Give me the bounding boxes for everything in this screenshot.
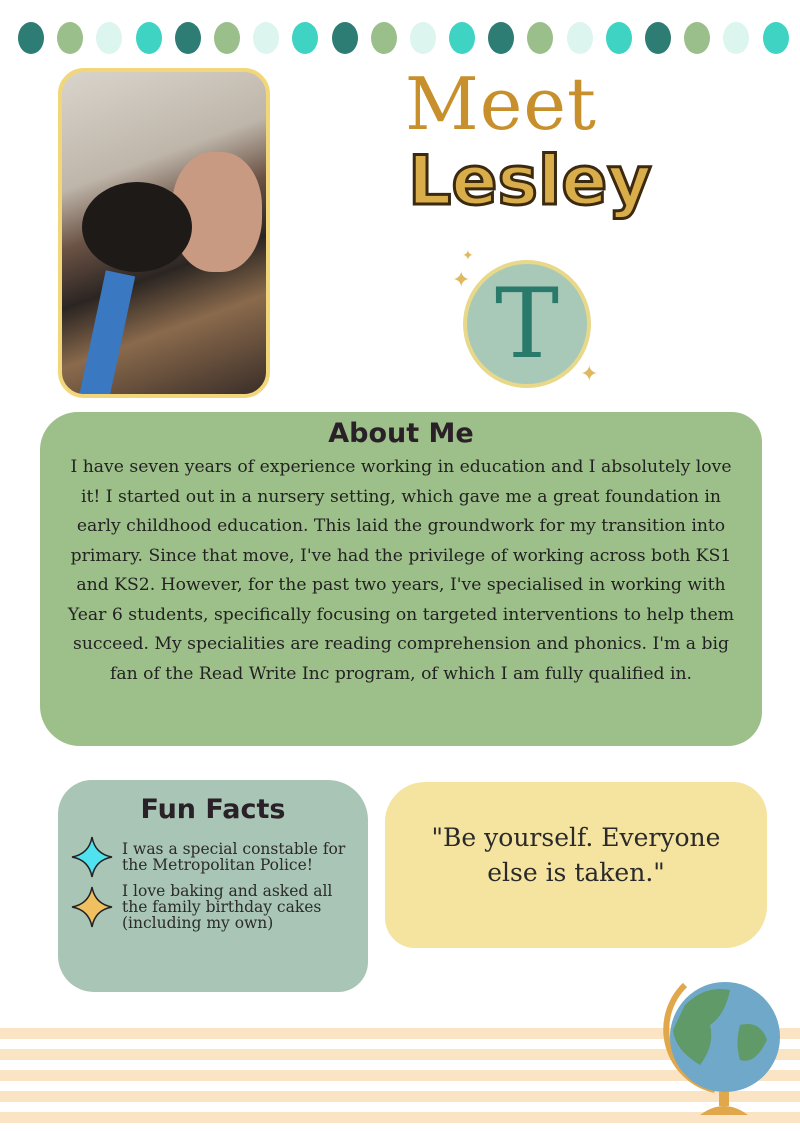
decorative-dots (18, 22, 789, 54)
dot (488, 22, 514, 54)
dot (96, 22, 122, 54)
sparkle-icon: ✦ (580, 362, 599, 387)
dot (292, 22, 318, 54)
quote-box (385, 782, 767, 948)
fun-fact-item (70, 835, 356, 879)
dot (763, 22, 789, 54)
fun-fact-item (70, 883, 356, 931)
sparkle-icon: ✦ (452, 268, 471, 293)
fun-facts-heading: Fun Facts (140, 794, 286, 825)
logo-letter: T (494, 268, 560, 380)
dot (527, 22, 553, 54)
about-me-section (40, 412, 762, 746)
photo-guinea-pig (82, 182, 192, 272)
globe-icon (655, 965, 785, 1120)
dot (371, 22, 397, 54)
profile-photo (58, 68, 270, 398)
school-logo (463, 260, 591, 388)
fun-facts-section (58, 780, 368, 992)
dot (645, 22, 671, 54)
dot (175, 22, 201, 54)
dot (449, 22, 475, 54)
quote-text: "Be yourself. Everyone else is taken." (431, 823, 721, 887)
dot (684, 22, 710, 54)
about-heading: About Me (328, 418, 474, 449)
fun-fact-text: I was a special constable for the Metropolitan Police! (122, 840, 346, 874)
dot (410, 22, 436, 54)
dot (136, 22, 162, 54)
sparkle-icon: ✦ (462, 248, 474, 264)
dot (253, 22, 279, 54)
dot (18, 22, 44, 54)
fun-fact-text: I love baking and asked all the family birthday cakes (including my own) (122, 882, 333, 932)
star-icon (70, 835, 114, 879)
dot (567, 22, 593, 54)
title-meet: Meet (405, 62, 597, 146)
dot (723, 22, 749, 54)
dot (57, 22, 83, 54)
photo-lanyard (79, 270, 135, 398)
dot (606, 22, 632, 54)
dot (214, 22, 240, 54)
dot (332, 22, 358, 54)
star-icon (70, 885, 114, 929)
title-name: Lesley (408, 142, 652, 221)
about-body: I have seven years of experience working in education and I absolutely love it! I started out in a nursery setting, which gave me a great foundation in early childhood education. This laid the groundwork for my transition into primary. Since that move, I've had the privilege of working across both KS1 and KS2. However, for the past two years, I've specialised in working with Year 6 students, specifically focusing on targeted interventions to help them succeed. My specialities are reading comprehension and phonics. I'm a big fan of the Read Write Inc program, of which I am fully qualified in. (67, 457, 735, 684)
